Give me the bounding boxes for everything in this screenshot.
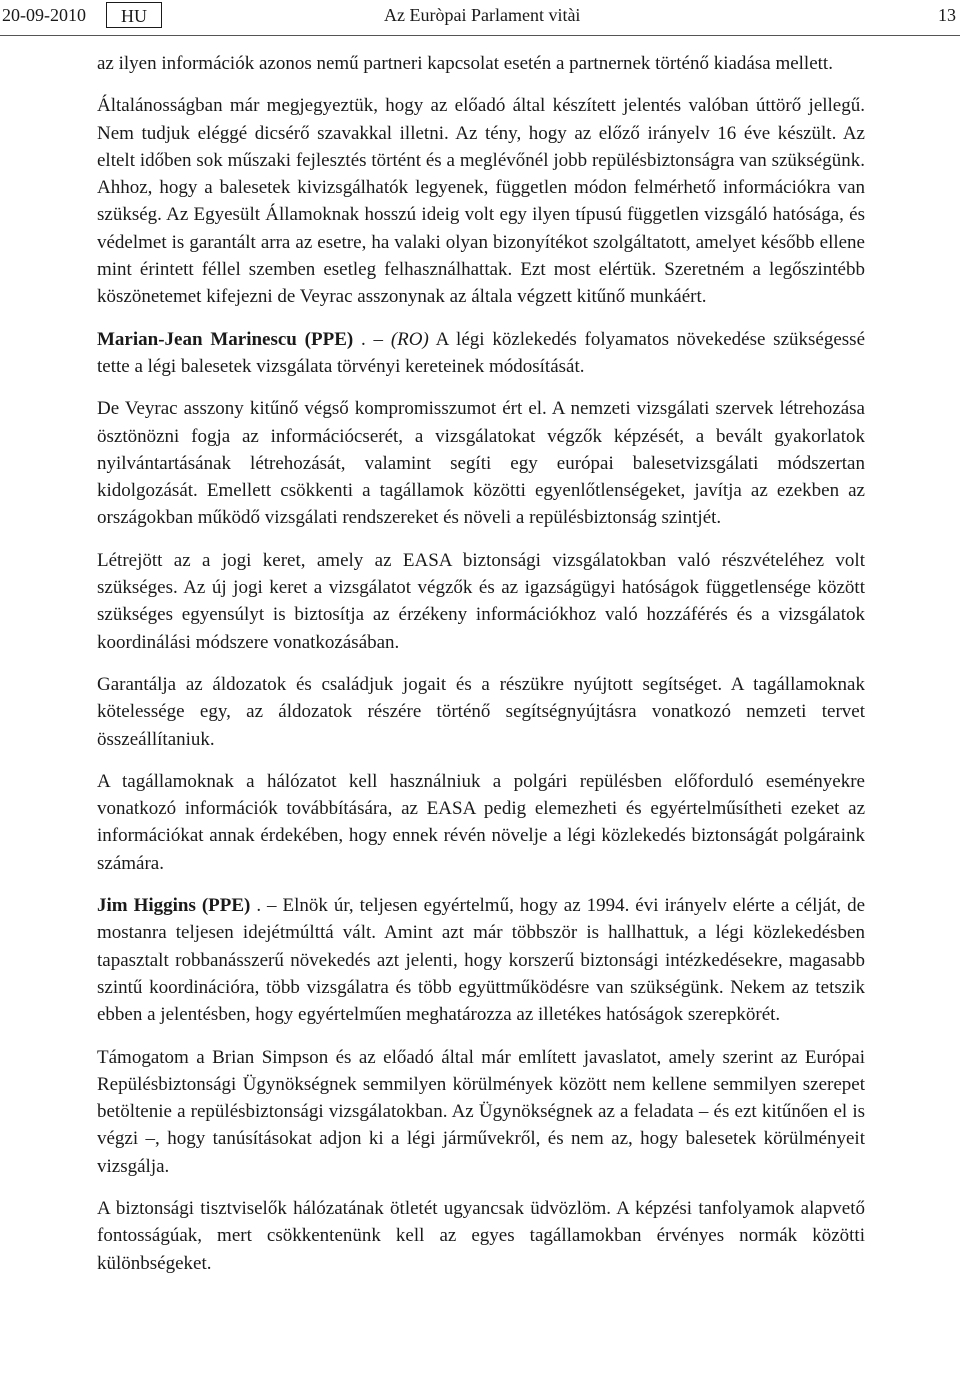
speaker-separator: . – bbox=[250, 895, 283, 917]
page-header bbox=[0, 0, 960, 36]
paragraph bbox=[97, 671, 865, 753]
paragraph bbox=[97, 1195, 865, 1277]
paragraph-text: Általánosságban már megjegyeztük, hogy az előadó által készített jelentés valóban úttörő jellegű. Nem tudjuk eléggé dicsérő szavakkal illetni. Az tény, hogy az előző irányelv 16 éve készült. Az eltelt időben sok műszaki fejlesztés történt és a meglévőnél jobb repülésbiztonságra van szükségünk. Ahhoz, hogy a balesetek kivizsgálhatók legyenek, független módon felmérhető információkra van szükség. Az Egyesült Államoknak hosszú ideig volt egy ilyen típusú független vizsgáló hatósága, és védelmet is garantált arra az esetre, ha valaki olyan bizonyítékot szolgáltatott, amelyet később ellene mint érintett féllel szemben esetleg felhasználhattak. Ezt most elértük. Szeretném a legőszintébb köszönetemet kifejezni de Veyrac asszonynak az általa végzett kitűnő munkáért. bbox=[97, 95, 865, 308]
paragraph-text: De Veyrac asszony kitűnő végső kompromisszumot ért el. A nemzeti vizsgálati szervek létrehozása ösztönözni fogja az információcserét, a vizsgálatokat végzők képzését, a bevált gyakorlatok nyilvántartásának létrehozását, valamint segíti egy európai balesetvizsgálati módszertan kidolgozását. Emellett csökkenti a tagállamok közötti egyenlőtlenségeket, javítja az ezekben az országokban működő vizsgálati rendszereket és növeli a repülésbiztonság szintjét. bbox=[97, 398, 865, 529]
paragraph-text: Támogatom a Brian Simpson és az előadó által már említett javaslatot, amely szerint az Európai Repülésbiztonsági Ügynökségnek semmilyen körülmények között nem kellene semmilyen szerepet betöltenie a repülésbiztonsági vizsgálatokban. Az Ügynökségnek az a feladata – és ezt kitűnően el is végzi –, hogy tanúsításokat adjon ki a légi járművekről, és nem az, hogy balesetek körülményeit vizsgálja. bbox=[97, 1046, 865, 1177]
paragraph bbox=[97, 768, 865, 877]
document-body bbox=[97, 50, 865, 1292]
speaker-paragraph bbox=[97, 326, 865, 381]
header-date: 20-09-2010 bbox=[2, 5, 86, 25]
page-number: 13 bbox=[938, 5, 956, 25]
paragraph bbox=[97, 395, 865, 531]
paragraph-text: Létrejött az a jogi keret, amely az EASA biztonsági vizsgálatokban való részvételéhez volt szükséges. Az új jogi keret a vizsgálatot végzők és az igazságügyi hatóságok függetlensége között szükséges egyensúlyt is biztosítja az érzékeny információkhoz való hozzáférés és a vizsgálatok koordinálási módszere vonatkozásában. bbox=[97, 549, 865, 653]
language-box: HU bbox=[106, 2, 162, 28]
paragraph-text: az ilyen információk azonos nemű partneri kapcsolat esetén a partnernek történő kiadása mellett. bbox=[97, 53, 833, 74]
paragraph-text: A biztonsági tisztviselők hálózatának ötletét ugyancsak üdvözlöm. A képzési tanfolyamok alapvető fontosságúak, mert csökkentenünk kell az egyes tagállamokban érvényes normák közötti különbségeket. bbox=[97, 1197, 865, 1274]
paragraph bbox=[97, 92, 865, 310]
speaker-name: Marian-Jean Marinescu (PPE) bbox=[97, 328, 354, 350]
paragraph bbox=[97, 1044, 865, 1180]
speaker-name: Jim Higgins (PPE) bbox=[97, 895, 251, 917]
paragraph-text: A tagállamoknak a hálózatot kell használniuk a polgári repülésben előforduló eseményekre vonatkozó információk továbbítására, az EASA pedig elemezheti és egyértelműsítheti ezeket az információkat annak érdekében, hogy ennek révén növelje a légi közlekedés biztonságát polgáraink számára. bbox=[97, 770, 865, 874]
paragraph bbox=[97, 547, 865, 656]
language-tag: (RO) bbox=[390, 328, 429, 350]
paragraph-text: Garantálja az áldozatok és családjuk jogait és a részükre nyújtott segítséget. A tagállamoknak kötelessége egy, az áldozatok részére történő segítségnyújtásra vonatkozó nemzeti tervet összeállítaniuk. bbox=[97, 673, 865, 750]
paragraph-text: Elnök úr, teljesen egyértelmű, hogy az 1994. évi irányelv elérte a célját, de mostanra teljesen idejétmúlttá vált. Amint azt már többször is hallhattuk, a légi közlekedésben tapasztalt robbanásszerű növekedés azt jelenti, hogy korszerű biztonsági intézkedésekre, magasabb szintű koordinációra, több vizsgálatra és több együttműködésre van szükségünk. Nekem az tetszik ebben a jelentésben, hogy egyértelműen meghatározza az illetékes hatóságok szerepkörét. bbox=[97, 895, 866, 1026]
speaker-paragraph bbox=[97, 892, 865, 1028]
speaker-separator: . – bbox=[353, 328, 391, 350]
paragraph bbox=[97, 50, 865, 77]
header-rule bbox=[0, 35, 960, 36]
paragraph-text: A légi közlekedés folyamatos növekedése szükségessé tette a légi balesetek vizsgálata törvényi kereteinek módosítását. bbox=[97, 328, 865, 377]
document-title: Az Euròpai Parlament vitài bbox=[384, 5, 581, 25]
